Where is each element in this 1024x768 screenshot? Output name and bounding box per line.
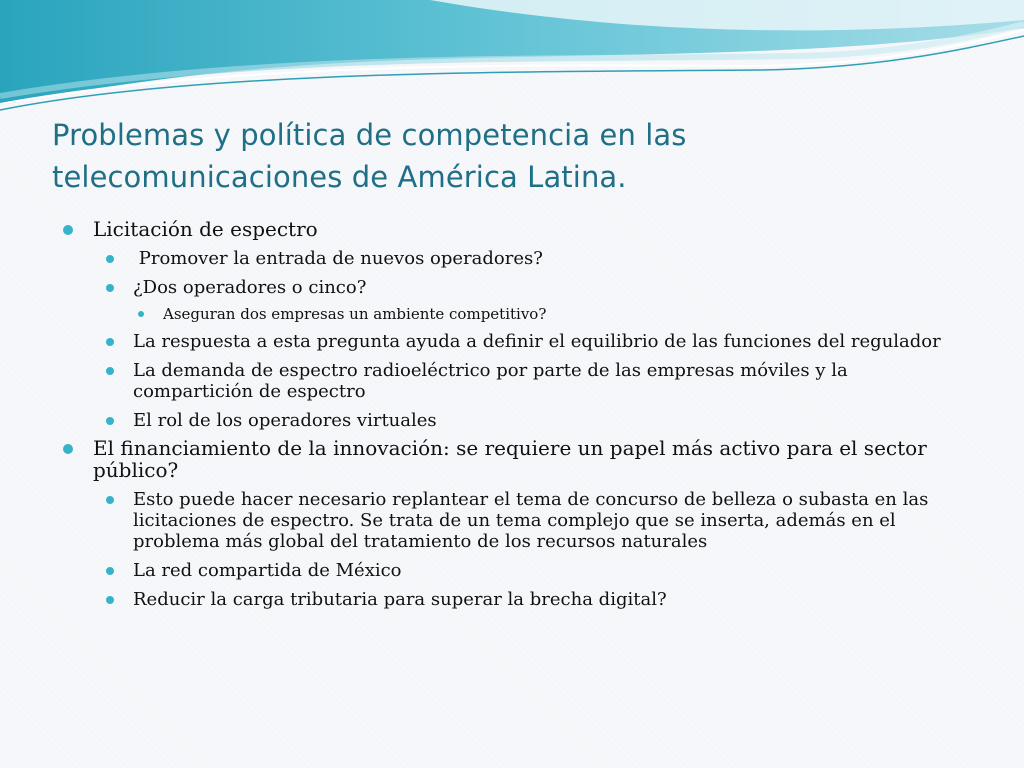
sub-bullet-text: ¿Dos operadores o cinco? (133, 277, 367, 298)
bullet-dot-icon (106, 367, 114, 375)
bullet-text: Licitación de espectro (93, 217, 318, 241)
bullet-dot-icon (63, 225, 73, 235)
sub-sub-bullet-text: Aseguran dos empresas un ambiente competitivo? (163, 305, 547, 323)
sub-bullet-text: Reducir la carga tributaria para superar la brecha digital? (133, 589, 667, 610)
bullet-item (60, 218, 960, 240)
bullet-dot-icon (106, 338, 114, 346)
sub-bullet-item (60, 489, 960, 552)
bullet-dot-icon (106, 417, 114, 425)
sub-bullet-item (60, 560, 960, 581)
bullet-dot-icon (106, 255, 114, 263)
slide-title-line-2: telecomunicaciones de América Latina. (52, 160, 627, 194)
bullet-dot-icon (106, 567, 114, 575)
sub-bullet-text: Esto puede hacer necesario replantear el tema de concurso de belleza o subasta en las licitaciones de espectro. Se trata de un tema complejo que se inserta, además en el problema más global del tratamiento de los recursos naturales (133, 489, 929, 552)
sub-bullet-text: La respuesta a esta pregunta ayuda a definir el equilibrio de las funciones del regulador (133, 331, 941, 352)
bullet-dot-icon (106, 596, 114, 604)
sub-bullet-text: El rol de los operadores virtuales (133, 410, 437, 431)
sub-sub-bullet-item (60, 305, 960, 323)
sub-bullet-text: La demanda de espectro radioeléctrico por parte de las empresas móviles y la compartición de espectro (133, 360, 848, 402)
sub-bullet-item (60, 248, 960, 269)
bullet-item (60, 437, 960, 481)
sub-bullet-item (60, 589, 960, 610)
bullet-dot-icon (106, 284, 114, 292)
bullet-dot-icon (138, 311, 144, 317)
sub-bullet-text: La red compartida de México (133, 560, 402, 581)
sub-bullet-item (60, 410, 960, 431)
bullet-text: El financiamiento de la innovación: se requiere un papel más activo para el sector público? (93, 436, 927, 482)
bullet-dot-icon (63, 444, 73, 454)
sub-bullet-item (60, 360, 960, 402)
header-wave-decoration (0, 0, 1024, 130)
sub-bullet-item (60, 331, 960, 352)
sub-bullet-item (60, 277, 960, 298)
bullet-list (60, 218, 960, 610)
slide-title (52, 114, 982, 198)
bullet-dot-icon (106, 496, 114, 504)
slide-title-line-1: Problemas y política de competencia en las (52, 118, 687, 152)
sub-bullet-text: Promover la entrada de nuevos operadores? (133, 248, 543, 269)
